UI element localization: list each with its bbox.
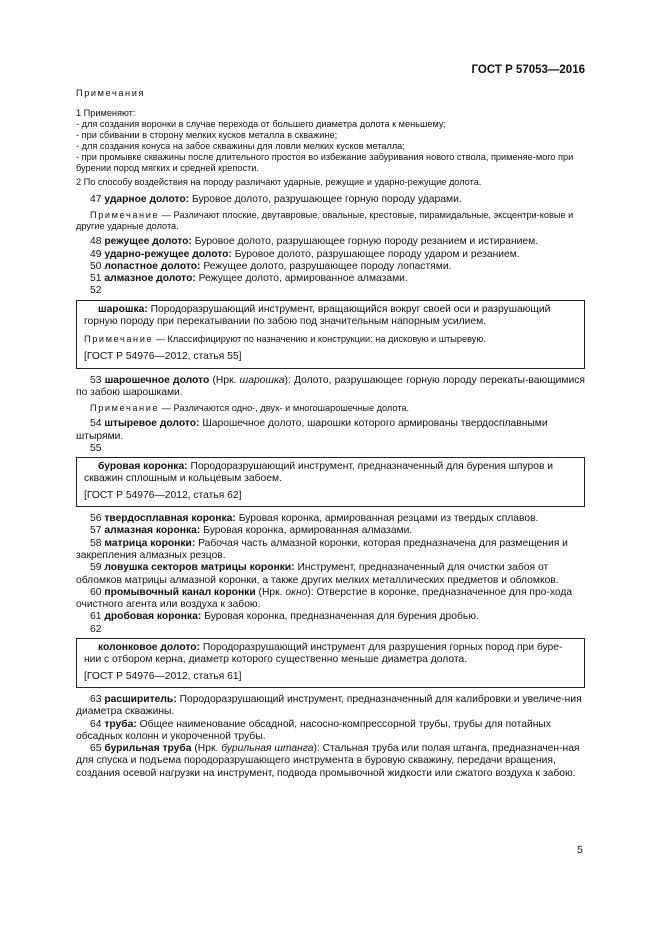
entry-51: 51 алмазное долото: Режущее долото, армированное алмазами. bbox=[90, 273, 408, 285]
definition: Породоразрушающий инструмент для разрушения горных пород при буре-нии с отбором керна, диаметр которого существенно меньше диаметра долота. bbox=[84, 642, 563, 666]
definition: Рабочая часть алмазной коронки, которая предназначена для размещения и закрепления алмазных резцов. bbox=[76, 537, 568, 561]
entry-53: 53 шарошечное долото (Нрк. шарошка): Долото, разрушающее горную породу перекаты-вающимися по забою шарошками. bbox=[76, 374, 585, 398]
entry-56: 56 твердосплавная коронка: Буровая коронка, армированная резцами из твердых сплавов. bbox=[90, 513, 539, 525]
note-text: — Различаются одно-, двух- и многошарошечные долота. bbox=[161, 403, 410, 414]
definition: Породоразрушающий инструмент, вращающийся вокруг своей оси и разрушающий горную породу при перекатывании по забою под значительным напорным усилием. bbox=[84, 303, 551, 328]
term: расширитель: bbox=[104, 693, 177, 705]
page-content bbox=[76, 88, 585, 780]
entry-52-number: 52 bbox=[90, 285, 102, 297]
entry-59: 59 ловушка секторов матрицы коронки: Инструмент, предназначенный для очистки забоя от обломков матрицы алмазной коронки, а также других мелких металлических предметов и обломков. bbox=[76, 562, 559, 586]
entry-62 bbox=[84, 642, 577, 667]
entry-52-box bbox=[76, 300, 585, 369]
term: лопастное долото: bbox=[104, 260, 201, 272]
notes-title: Примечания bbox=[76, 88, 146, 98]
term: ударное долото: bbox=[104, 194, 190, 205]
deprecated-term: бурильная штанга bbox=[221, 743, 314, 755]
note-text: — Классифицируют по назначению и конструкции: на дисковую и штыревую. bbox=[155, 334, 486, 345]
entry-55 bbox=[84, 461, 577, 486]
note-1-item: - при сбивании в сторону мелких кусков металла в скважине; bbox=[76, 130, 338, 140]
standard-header: ГОСТ Р 57053—2016 bbox=[471, 64, 585, 76]
term: промывочный канал коронки bbox=[104, 586, 256, 598]
entry-62-number: 62 bbox=[90, 623, 102, 635]
note-label: Примечание bbox=[90, 210, 160, 221]
term: буровая коронка: bbox=[98, 461, 188, 473]
term: режущее долото: bbox=[104, 236, 192, 248]
note-1-item: - при промывке скважины после длительного простоя во избежание забуривания нового ствола, применяе-мого при бурении пород мягких и средней крепости. bbox=[76, 152, 574, 173]
entry-62-box bbox=[76, 638, 585, 688]
term: бурильная труба bbox=[104, 743, 192, 755]
term: ударно-режущее долото: bbox=[104, 248, 232, 260]
definition: Общее наименование обсадной, насосно-компрессорной трубы, трубы для потайных обсадных колонн и укороченной трубы. bbox=[76, 718, 551, 742]
entry-52 bbox=[84, 304, 577, 329]
note-label: Примечание bbox=[90, 403, 160, 414]
reference: [ГОСТ Р 54976—2012, статья 62] bbox=[84, 489, 242, 501]
note-label: Примечание bbox=[84, 334, 154, 345]
term: колонковое долото: bbox=[98, 642, 200, 654]
term: шарошечное долото bbox=[104, 374, 210, 386]
definition: Буровое долото, разрушающее горную породу ударами. bbox=[191, 194, 462, 205]
note-1-item: - для создания воронки в случае перехода от большего диаметра долота к меньшему; bbox=[76, 119, 447, 129]
entry-49: 49 ударно-режущее долото: Буровое долото, разрушающее породу ударом и резанием. bbox=[90, 248, 520, 260]
entry-63: 63 расширитель: Породоразрушающий инструмент, предназначенный для калибровки и увеличе-ния диаметра скважины. bbox=[76, 693, 582, 718]
entry-55-number: 55 bbox=[90, 442, 102, 454]
entry-47: 47 ударное долото: Буровое долото, разрушающее горную породу ударами. bbox=[90, 194, 462, 205]
note-2: 2 По способу воздействия на породу различают ударные, режущие и ударно-режущие долота. bbox=[76, 177, 482, 187]
definition: Режущее долото, армированное алмазами. bbox=[198, 273, 408, 285]
definition: Буровая коронка, армированная алмазами. bbox=[203, 525, 413, 537]
entry-48: 48 режущее долото: Буровое долото, разрушающее горную породу резанием и истиранием. bbox=[90, 236, 539, 248]
definition: Буровое долото, разрушающее горную породу резанием и истиранием. bbox=[194, 236, 539, 248]
note-1-item: - для создания конуса на забое скважины для ловли мелких кусков металла; bbox=[76, 141, 405, 151]
definition: Режущее долото, разрушающее породу лопастями. bbox=[203, 260, 452, 272]
term: дробовая коронка: bbox=[104, 611, 202, 623]
entry-58: 58 матрица коронки: Рабочая часть алмазной коронки, которая предназначена для размещения и закрепления алмазных резцов. bbox=[76, 537, 568, 561]
entry-61: 61 дробовая коронка: Буровая коронка, предназначенная для бурения дробью. bbox=[90, 611, 479, 623]
definition: Шарошечное долото, шарошки которого армированы твердосплавными штырями. bbox=[76, 418, 548, 442]
term: алмазная коронка: bbox=[104, 525, 201, 537]
note-53 bbox=[76, 403, 585, 414]
definition: Буровое долото, разрушающее породу ударом и резанием. bbox=[234, 248, 520, 260]
entry-50: 50 лопастное долото: Режущее долото, разрушающее породу лопастями. bbox=[90, 260, 452, 272]
definition: Буровая коронка, армированная резцами из твердых сплавов. bbox=[238, 513, 539, 525]
reference: [ГОСТ Р 54976—2012, статья 55] bbox=[84, 351, 242, 363]
deprecated-term: окно bbox=[285, 586, 308, 598]
deprecated-term: шарошка bbox=[239, 374, 285, 386]
reference: [ГОСТ Р 54976—2012, статья 61] bbox=[84, 670, 242, 682]
term: труба: bbox=[104, 718, 137, 730]
page-number: 5 bbox=[577, 844, 583, 856]
entry-64: 64 труба: Общее наименование обсадной, насосно-компрессорной трубы, трубы для потайных обсадных колонн и укороченной трубы. bbox=[76, 718, 551, 742]
definition: Инструмент, предназначенный для очистки забоя от обломков матрицы алмазной коронки, а также других мелких металлических предметов и обломков. bbox=[76, 562, 559, 586]
definition: Породоразрушающий инструмент, предназначенный для калибровки и увеличе-ния диаметра скважины. bbox=[76, 693, 582, 718]
term: штыревое долото: bbox=[104, 418, 200, 430]
entry-60: 60 промывочный канал коронки (Нрк. окно): Отверстие в коронке, предназначенное для про-хода очистного агента или воздуха к забою. bbox=[76, 586, 573, 611]
entry-57: 57 алмазная коронка: Буровая коронка, армированная алмазами. bbox=[90, 525, 413, 537]
note-text: — Различают плоские, двутавровые, овальные, крестовые, пирамидальные, эксцентри-ковые и другие ударные долота. bbox=[76, 210, 574, 232]
term: ловушка секторов матрицы коронки: bbox=[104, 562, 295, 574]
entry-54: 54 штыревое долото: Шарошечное долото, шарошки которого армированы твердосплавными штырями. bbox=[76, 418, 548, 442]
note-52 bbox=[84, 334, 577, 345]
note-1-head: 1 Применяют: bbox=[76, 108, 136, 118]
definition: Буровая коронка, предназначенная для бурения дробью. bbox=[204, 611, 479, 623]
term: твердосплавная коронка: bbox=[104, 513, 236, 525]
entry-65: 65 бурильная труба (Нрк. бурильная штанга): Стальная труба или полая штанга, предназначен-ная для спуска и подъема породоразрушающего инструмента в буровую скважину, передачи вращения, создания осевой нагрузки на инструмент, подвода промывочной жидкости или сжатого воздуха к забою. bbox=[76, 743, 580, 779]
term: матрица коронки: bbox=[104, 537, 196, 549]
term: алмазное долото: bbox=[104, 273, 196, 285]
definition: Породоразрушающий инструмент, предназначенный для бурения шпуров и скважин сплошным и кольцевым забоем. bbox=[84, 461, 554, 485]
entry-55-box bbox=[76, 457, 585, 507]
note-47 bbox=[76, 210, 585, 232]
term: шарошка: bbox=[98, 303, 148, 315]
